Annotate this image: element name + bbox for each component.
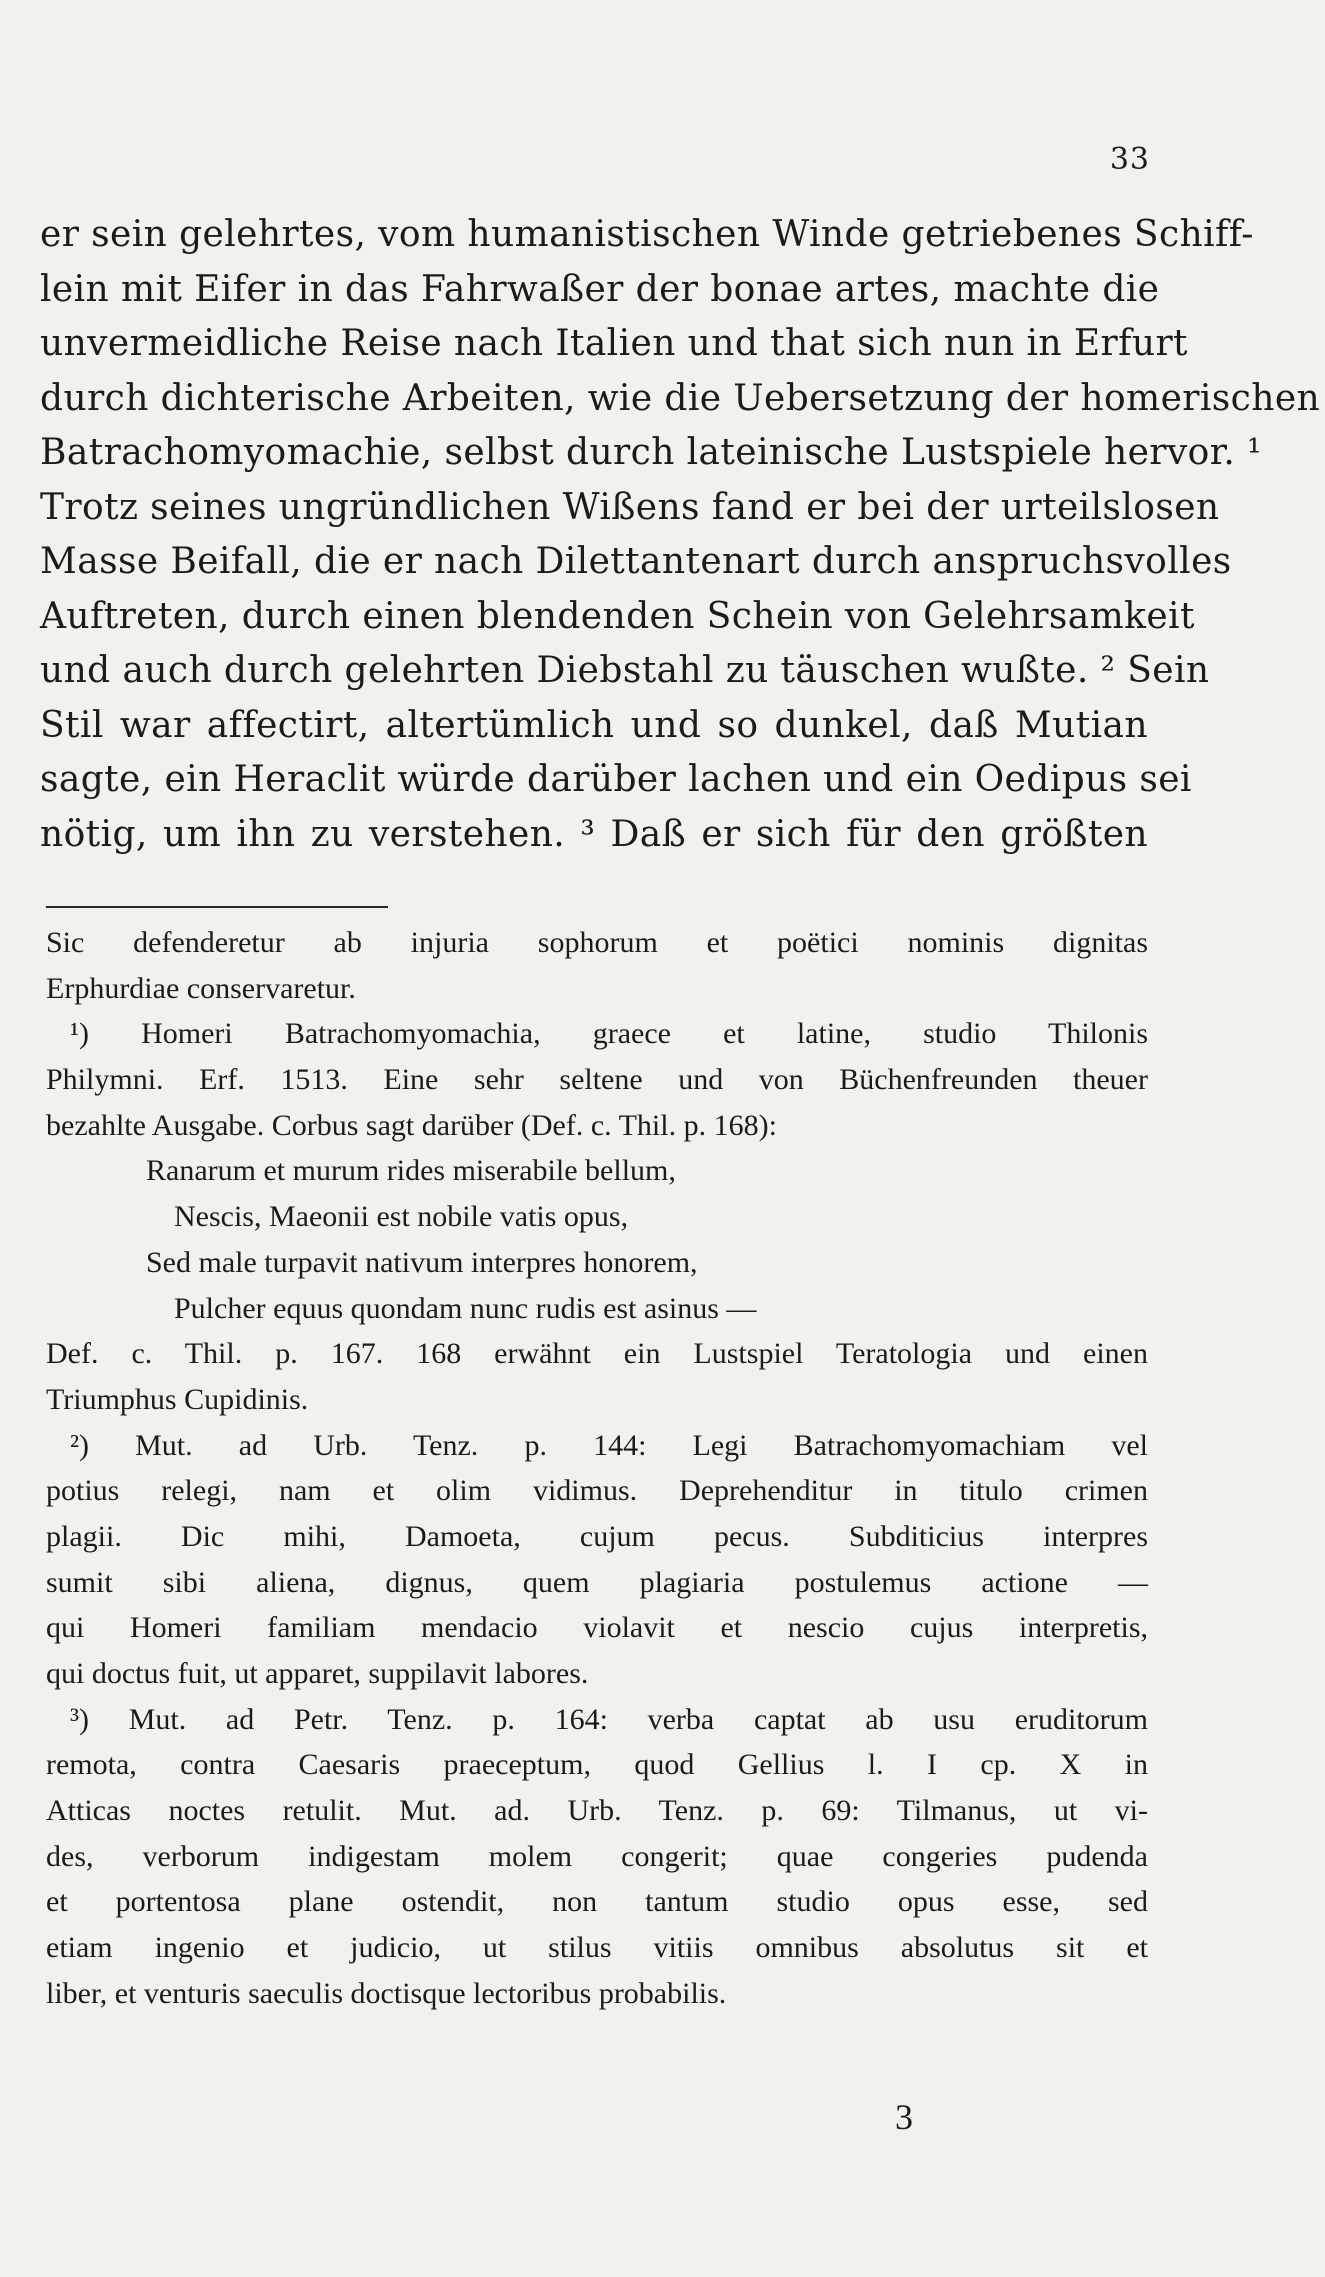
footnote-line: ³) Mut. ad Petr. Tenz. p. 164: verba captat ab usu eruditorum <box>70 1702 1148 1736</box>
footnote-line: qui doctus fuit, ut apparet, suppilavit labores. <box>46 1657 589 1690</box>
main-line: Auftreten, durch einen blendenden Schein von Gelehrsamkeit <box>40 595 1195 637</box>
footnote-line: remota, contra Caesaris praeceptum, quod Gellius l. I cp. X in <box>46 1748 1148 1782</box>
footnotes <box>46 920 1148 2017</box>
footnote-line: Sic defenderetur ab injuria sophorum et poëtici nominis dignitas <box>46 926 1148 959</box>
page-number: 33 <box>1109 142 1150 177</box>
main-line: Batrachomyomachie, selbst durch lateinische Lustspiele hervor. ¹ <box>40 432 1262 473</box>
footnote-line: Def. c. Thil. p. 167. 168 erwähnt ein Lustspiel Teratologia und einen <box>46 1337 1148 1371</box>
verse-line: Nescis, Maeonii est nobile vatis opus, <box>174 1200 629 1234</box>
main-line: lein mit Eifer in das Fahrwaßer der bonae artes, machte die <box>40 268 1160 310</box>
main-line: Trotz seines ungründlichen Wißens fand er bei der urteilslosen <box>40 486 1220 528</box>
main-line: er sein gelehrtes, vom humanistischen Winde getriebenes Schiff- <box>40 214 1254 255</box>
footnote-line: liber, et venturis saeculis doctisque lectoribus probabilis. <box>46 1976 727 2010</box>
footnote-line: potius relegi, nam et olim vidimus. Deprehenditur in titulo crimen <box>46 1474 1148 1508</box>
main-text <box>40 208 1321 862</box>
verse-line: Sed male turpavit nativum interpres honorem, <box>146 1245 698 1279</box>
footnote-line: Philymni. Erf. 1513. Eine sehr seltene und von Büchenfreunden theuer <box>46 1063 1148 1097</box>
verse-line: Ranarum et murum rides miserabile bellum, <box>146 1154 676 1188</box>
footnote-line: ²) Mut. ad Urb. Tenz. p. 144: Legi Batrachomyomachiam vel <box>70 1428 1148 1462</box>
main-line: unvermeidliche Reise nach Italien und that sich nun in Erfurt <box>40 323 1188 364</box>
main-line: Stil war affectirt, altertümlich und so dunkel, daß Mutian <box>40 704 1148 746</box>
main-line: und auch durch gelehrten Diebstahl zu täuschen wußte. ² Sein <box>40 650 1210 691</box>
footnote-line: des, verborum indigestam molem congerit; quae congeries pudenda <box>46 1839 1148 1873</box>
main-line: Masse Beifall, die er nach Dilettantenart durch anspruchsvolles <box>40 541 1232 582</box>
footnote-line: sumit sibi aliena, dignus, quem plagiaria postulemus actione — <box>46 1565 1148 1599</box>
main-line: sagte, ein Heraclit würde darüber lachen und ein Oedipus sei <box>40 759 1192 800</box>
main-line: durch dichterische Arbeiten, wie die Uebersetzung der homerischen <box>40 377 1321 419</box>
footnote-divider <box>46 906 388 908</box>
footnote-line: bezahlte Ausgabe. Corbus sagt darüber (Def. c. Thil. p. 168): <box>46 1108 777 1142</box>
main-line: nötig, um ihn zu verstehen. ³ Daß er sich für den größten <box>40 813 1148 855</box>
footnote-line: et portentosa plane ostendit, non tantum studio opus esse, sed <box>46 1885 1148 1919</box>
footnote-line: qui Homeri familiam mendacio violavit et nescio cujus interpretis, <box>46 1611 1148 1645</box>
footnote-line: ¹) Homeri Batrachomyomachia, graece et latine, studio Thilonis <box>70 1017 1148 1051</box>
footnote-line: Erphurdiae conservaretur. <box>46 971 356 1005</box>
footnote-line: plagii. Dic mihi, Damoeta, cujum pecus. Subditicius interpres <box>46 1519 1148 1553</box>
verse-line: Pulcher equus quondam nunc rudis est asinus — <box>174 1291 757 1325</box>
footnote-line: Triumphus Cupidinis. <box>46 1382 309 1416</box>
footnote-line: etiam ingenio et judicio, ut stilus vitiis omnibus absolutus sit et <box>46 1931 1148 1965</box>
footnote-line: Atticas noctes retulit. Mut. ad. Urb. Tenz. p. 69: Tilmanus, ut vi- <box>46 1794 1148 1828</box>
signature-mark: 3 <box>895 2097 913 2137</box>
